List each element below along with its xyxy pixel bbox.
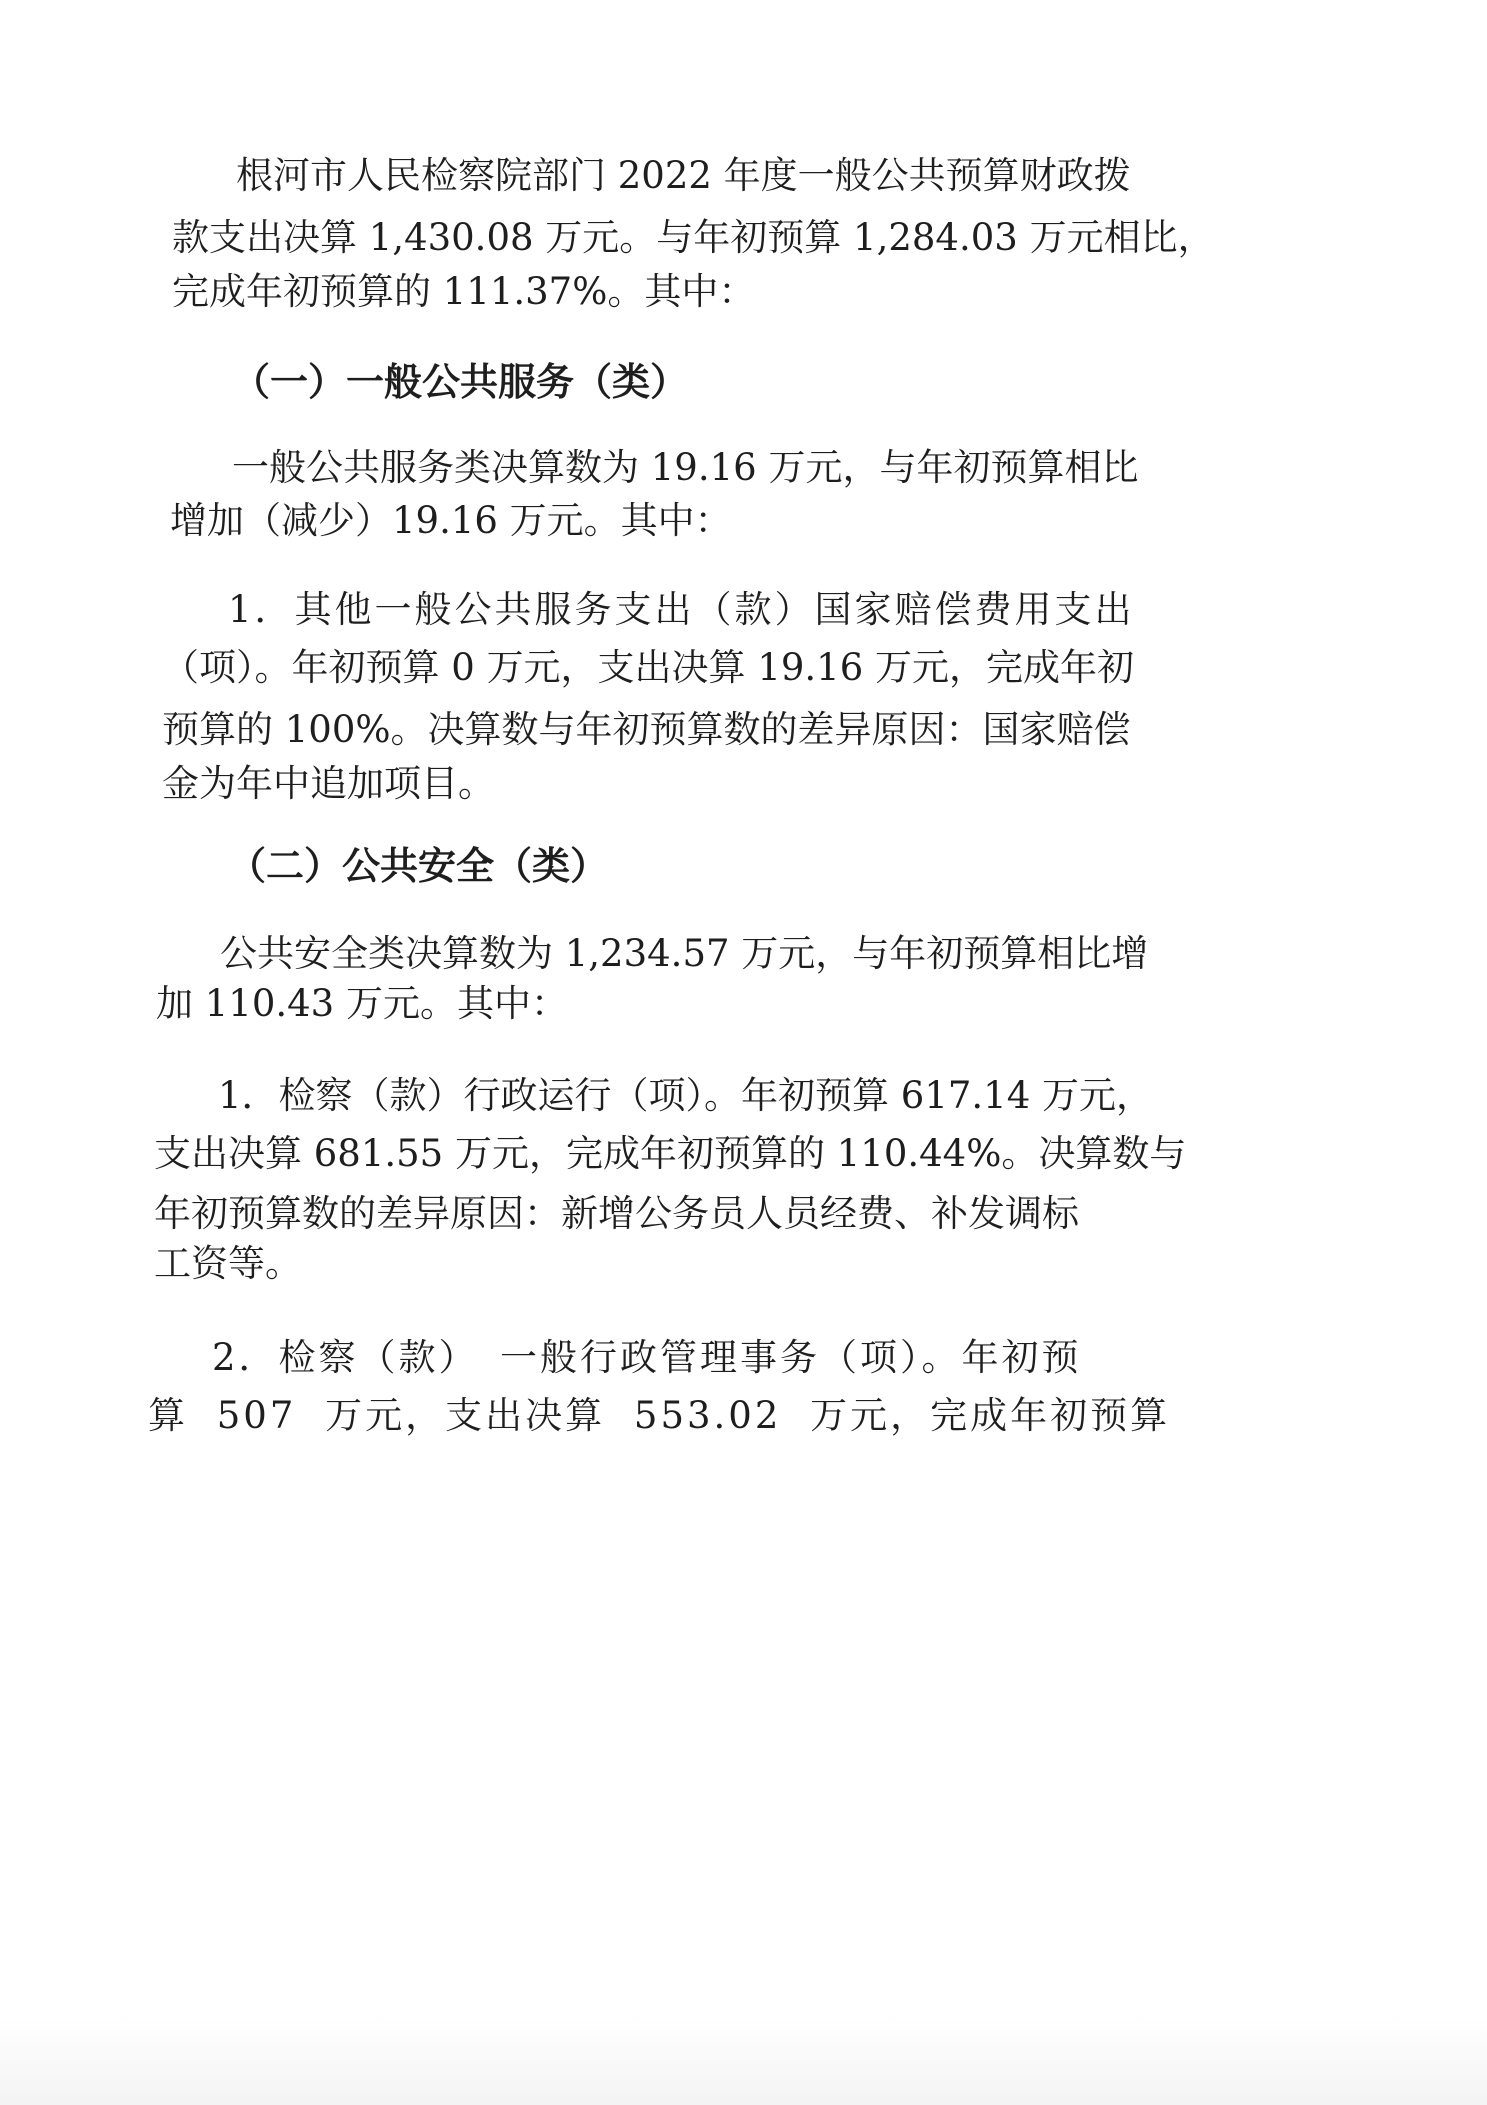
intro-line-2: 款支出决算 1,430.08 万元。与年初预算 1,284.03 万元相比， — [172, 216, 1215, 259]
section-2-item-2-line-2: 算 507 万元，支出决算 553.02 万元，完成年初预算 — [148, 1394, 1171, 1437]
section-1-item-1-line-1: 1．其他一般公共服务支出（款）国家赔偿费用支出 — [228, 588, 1135, 631]
intro-line-3: 完成年初预算的 111.37%。其中： — [172, 270, 756, 313]
section-1-summary-line-2: 增加（减少）19.16 万元。其中： — [170, 499, 732, 542]
section-1-heading: （一）一般公共服务（类） — [232, 359, 689, 404]
section-1-summary-line-1: 一般公共服务类决算数为 19.16 万元，与年初预算相比 — [232, 446, 1139, 489]
section-1-item-1-line-4: 金为年中追加项目。 — [162, 762, 495, 805]
section-2-item-1-line-2: 支出决算 681.55 万元，完成年初预算的 110.44%。决算数与 — [154, 1132, 1187, 1175]
section-2-item-1-line-3: 年初预算数的差异原因：新增公务员人员经费、补发调标 — [154, 1192, 1079, 1235]
intro-line-1: 根河市人民检察院部门 2022 年度一般公共预算财政拨 — [236, 154, 1131, 197]
section-2-heading: （二）公共安全（类） — [228, 843, 609, 888]
section-2-item-2-line-1: 2．检察（款） 一般行政管理事务（项）。年初预 — [212, 1336, 1082, 1379]
section-2-summary-line-2: 加 110.43 万元。其中： — [156, 982, 568, 1025]
scan-bottom-shadow — [0, 2015, 1487, 2105]
section-2-item-1-line-4: 工资等。 — [154, 1242, 302, 1285]
section-2-item-1-line-1: 1．检察（款）行政运行（项）。年初预算 617.14 万元， — [218, 1074, 1154, 1117]
section-1-item-1-line-2: （项）。年初预算 0 万元，支出决算 19.16 万元，完成年初 — [162, 646, 1135, 689]
section-1-item-1-line-3: 预算的 100%。决算数与年初预算数的差异原因：国家赔偿 — [162, 708, 1131, 751]
section-2-summary-line-1: 公共安全类决算数为 1,234.57 万元，与年初预算相比增 — [220, 932, 1149, 975]
